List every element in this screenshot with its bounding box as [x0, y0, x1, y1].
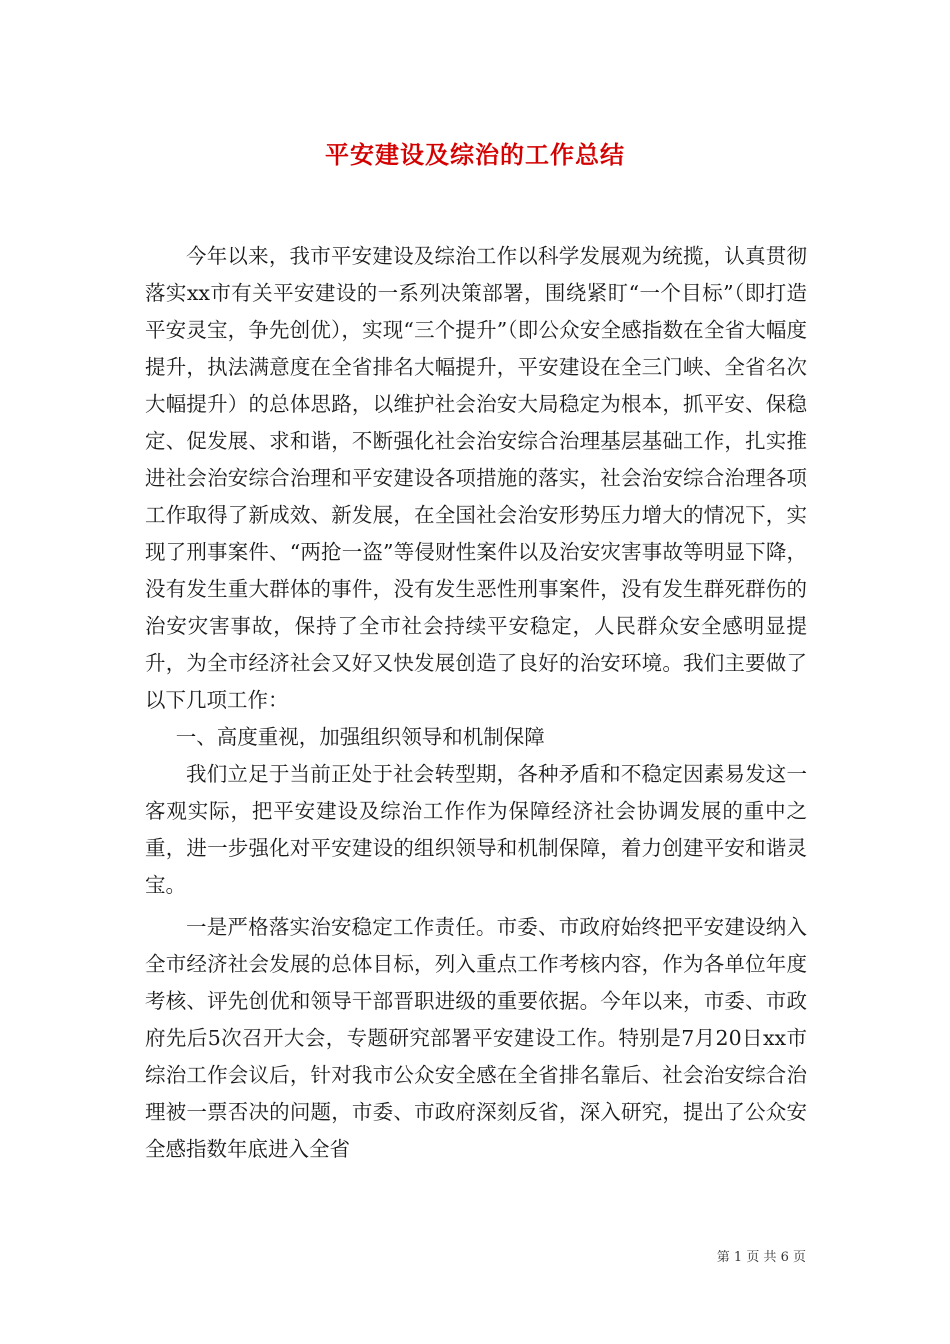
- paragraph-point-1: 一是严格落实治安稳定工作责任。市委、市政府始终把平安建设纳入全市经济社会发展的总体目标，列入重点工作考核内容，作为各单位年度考核、评先创优和领导干部晋职进级的重要依据。今年以来，市委、市政府先后5次召开大会，专题研究部署平安建设工作。特别是7月20日xx市综治工作会议后，针对我市公众安全感在全省排名靠后、社会治安综合治理被一票否决的问题，市委、市政府深刻反省，深入研究，提出了公众安全感指数年底进入全省: [145, 915, 807, 1161]
- page-number: 第 1 页 共 6 页: [716, 1250, 806, 1265]
- paragraph-section-1: 我们立足于当前正处于社会转型期，各种矛盾和不稳定因素易发这一客观实际，把平安建设及综治工作作为保障经济社会协调发展的重中之重，进一步强化对平安建设的组织领导和机制保障，着力创建平安和谐灵宝。: [145, 762, 807, 897]
- document-body: [145, 238, 807, 1168]
- document-title: 平安建设及综治的工作总结: [325, 140, 625, 169]
- paragraph-intro: 今年以来，我市平安建设及综治工作以科学发展观为统揽，认真贯彻落实xx市有关平安建设的一系列决策部署，围绕紧盯“一个目标”（即打造平安灵宝，争先创优），实现“三个提升”（即公众安全感指数在全省大幅度提升，执法满意度在全省排名大幅提升，平安建设在全三门峡、全省名次大幅提升）的总体思路，以维护社会治安大局稳定为根本，抓平安、保稳定、促发展、求和谐，不断强化社会治安综合治理基层基础工作，扎实推进社会治安综合治理和平安建设各项措施的落实，社会治安综合治理各项工作取得了新成效、新发展，在全国社会治安形势压力增大的情况下，实现了刑事案件、“两抢一盗”等侵财性案件以及治安灾害事故等明显下降，没有发生重大群体的事件，没有发生恶性刑事案件，没有发生群死群伤的治安灾害事故，保持了全市社会持续平安稳定，人民群众安全感明显提升，为全市经济社会又好又快发展创造了良好的治安环境。我们主要做了以下几项工作：: [145, 244, 807, 712]
- section-heading-1: 一、高度重视，加强组织领导和机制保障: [175, 725, 545, 749]
